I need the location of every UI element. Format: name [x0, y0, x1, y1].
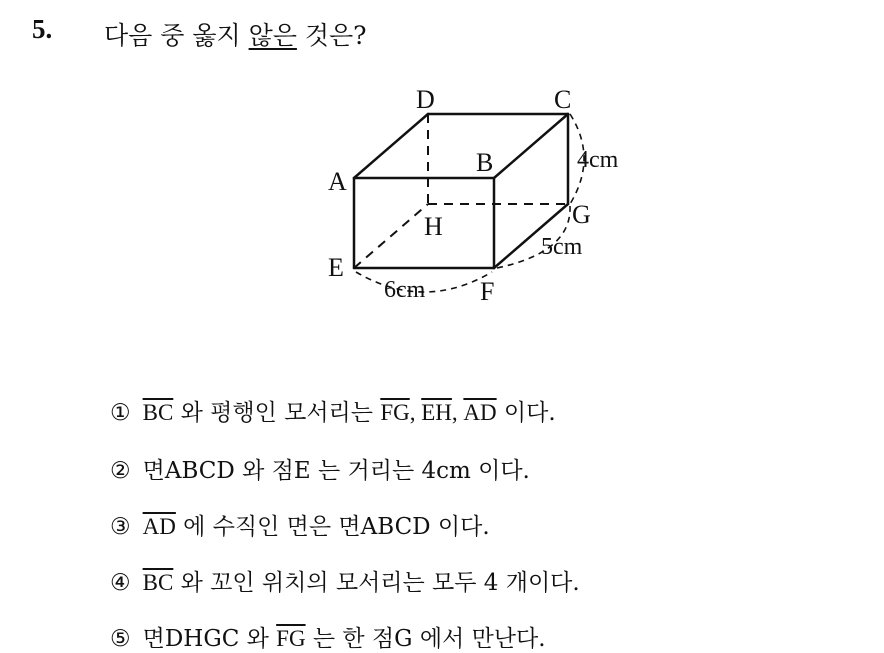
dimension-width-label: 6cm	[384, 277, 426, 303]
option-text: ,	[409, 400, 422, 425]
question-text	[104, 16, 367, 52]
option-text: 와 평행인 모서리는	[173, 400, 381, 426]
vertex-label-F: F	[480, 277, 495, 306]
segment-BC: $\overline{BC}$	[142, 400, 174, 425]
vertex-label-E: E	[328, 253, 344, 282]
dimension-depth-label: 5cm	[541, 234, 583, 260]
segment-FG: $\overline{FG}$	[276, 626, 306, 651]
vertex-label-B: B	[476, 148, 494, 177]
dimension-height-label: 4cm	[577, 147, 619, 173]
option-text: 면ABCD 와 점E 는 거리는 4cm 이다.	[142, 458, 530, 484]
cuboid-figure	[300, 80, 660, 320]
option-2[interactable]	[110, 452, 530, 485]
option-text: 면DHGC 와	[142, 626, 277, 652]
option-4[interactable]	[110, 564, 580, 597]
option-number: ②	[110, 458, 131, 484]
question-suffix: 것은?	[296, 21, 367, 50]
vertex-label-A: A	[328, 167, 347, 196]
edge-EH	[354, 204, 428, 268]
vertex-label-D: D	[416, 85, 435, 114]
option-number: ③	[110, 514, 131, 540]
segment-AD: $\overline{AD}$	[463, 400, 497, 425]
option-number: ⑤	[110, 626, 131, 652]
question-prefix: 다음 중 옳지	[104, 21, 249, 50]
option-text: 에 수직인 면은 면ABCD 이다.	[175, 514, 490, 540]
edge-BC	[494, 114, 568, 178]
vertex-label-H: H	[424, 212, 443, 241]
option-number: ①	[110, 400, 131, 426]
option-1[interactable]	[110, 394, 556, 427]
vertex-label-G: G	[572, 200, 591, 229]
segment-EH: $\overline{EH}$	[421, 400, 452, 425]
option-5[interactable]	[110, 620, 546, 653]
segment-FG: $\overline{FG}$	[380, 400, 410, 425]
vertex-label-C: C	[554, 85, 572, 114]
option-text: 이다.	[496, 400, 556, 426]
option-3[interactable]	[110, 508, 490, 541]
option-text: 와 꼬인 위치의 모서리는 모두 4 개이다.	[173, 570, 580, 596]
option-text: 는 한 점G 에서 만난다.	[305, 626, 546, 652]
option-text: ,	[451, 400, 464, 425]
edge-AD	[354, 114, 428, 178]
question-underlined-word: 않은	[248, 21, 297, 50]
question-number: 5.	[32, 14, 53, 44]
option-number: ④	[110, 570, 131, 596]
segment-AD: $\overline{AD}$	[142, 514, 176, 539]
segment-BC: $\overline{BC}$	[142, 570, 174, 595]
